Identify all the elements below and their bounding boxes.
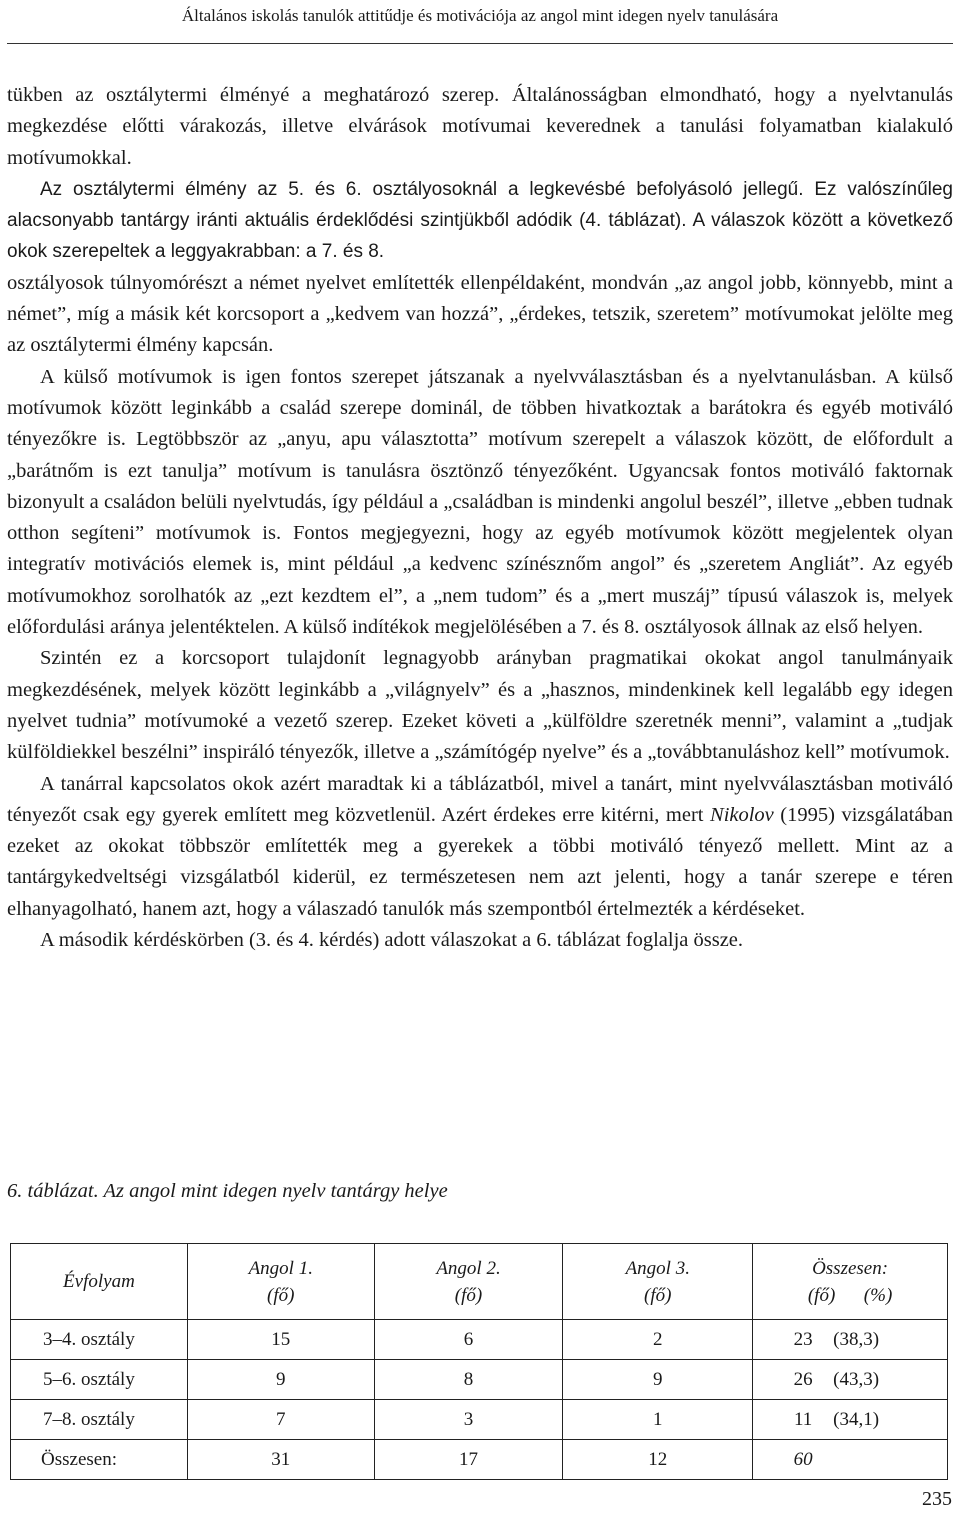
paragraph-1a: tükben az osztálytermi élményé a meghatározó szerep. Általánosságban elmondható, hogy a nyelvtanulás megkezdése előtti várakozás, illetve elvárások motívumai keverednek a tanulási folyamatban kialakuló motívumokkal.	[7, 84, 953, 169]
cell-angol-2: 8	[374, 1360, 563, 1400]
table-header-row	[11, 1244, 948, 1320]
header-angol-2-title: Angol 2.	[436, 1257, 501, 1279]
header-angol-1	[187, 1244, 374, 1320]
paragraph-1b: Az osztálytermi élmény az 5. és 6. osztályosoknál a legkevésbé befolyásoló jellegű. Ez valószínűleg alacsonyabb tantárgy iránti aktuális érdeklődési szintjükből adódik (4. táblázat). A válaszok között a következő okok szerepeltek a leggyakrabban: a 7. és 8.	[7, 178, 953, 263]
cell-angol-3: 1	[563, 1400, 753, 1440]
cell-angol-2: 6	[374, 1320, 563, 1360]
paragraph-2: A külső motívumok is igen fontos szerepet játszanak a nyelvválasztásban és a nyelvtanulásban. A külső motívumok között leginkább a család szerepe dominál, de többen hivatkoztak a barátokra és egyéb motiváló tényezőkre is. Legtöbbször az „anyu, apu választotta” motívum szerepelt a válaszok között, de előfordult a „barátnőm is ezt tanulja” motívum is tanulásra ösztönző tényezőként. Ugyancsak fontos motiváló faktornak bizonyult a családon belüli nyelvtudás, így például a „családban is mindenki angolul beszél”, illetve „ebben tudnak otthon segíteni” motívumok is. Fontos megjegyezni, hogy az egyéb motívumok között megjelentek olyan integratív motivációs elemek is, mint például „a kedvenc színésznőm angol” és „szeretem Angliát”. Az egyéb motívumokhoz sorolhatók az „ezt kezdtem el”, a „nem tudom” és a „mert muszáj” típusú válaszok is, melyek előfordulási aránya jelentéktelen. A külső indítékok megjelölésében a 7. és 8. osztályosok állnak az első helyen.	[7, 365, 953, 639]
cell-pct: (34,1)	[833, 1408, 880, 1430]
table-row	[11, 1400, 948, 1440]
header-angol-3	[563, 1244, 753, 1320]
cell-pct: (43,3)	[833, 1368, 880, 1390]
paragraph-1c: osztályosok túlnyomórészt a német nyelvet említették ellenpéldaként, mondván „az angol jobb, könnyebb, mint a német”, míg a másik két korcsoport a „kedvem van hozzá”, „érdekes, tetszik, szeretem” motívumokat jelölte meg az osztálytermi élmény kapcsán.	[7, 271, 953, 357]
total-label: Összesen:	[11, 1440, 188, 1480]
header-osszesen	[753, 1244, 948, 1320]
header-osszesen-title: Összesen:	[812, 1257, 889, 1279]
cell-pct: (38,3)	[833, 1328, 880, 1350]
cell-sum: 11	[793, 1408, 813, 1430]
paragraph-4-post: (1995) vizsgálatában ezeket az okokat többször említették meg a gyerekek a többi motiváló tényező mellett. Mint az a tantárgykedveltségi vizsgálatból kiderül, ez természetesen nem azt jelenti, hogy a tanár szerepe e téren elhanyagolható, hanem azt, hogy a válaszadó tanulók más szempontból értelmezték a kérdéseket.	[7, 803, 954, 920]
table-row	[11, 1360, 948, 1400]
row-label: 3–4. osztály	[11, 1320, 188, 1360]
cell-angol-3: 2	[563, 1320, 753, 1360]
cell-angol-3: 9	[563, 1360, 753, 1400]
body-text	[7, 80, 953, 956]
table-caption: 6. táblázat. Az angol mint idegen nyelv tantárgy helye	[7, 1180, 448, 1202]
paragraph-5: A második kérdéskörben (3. és 4. kérdés) adott válaszokat a 6. táblázat foglalja össze.	[40, 929, 744, 952]
total-osszesen	[753, 1440, 948, 1480]
running-header: Általános iskolás tanulók attitűdje és motivációja az angol mint idegen nyelv tanulására	[181, 6, 779, 25]
author-citation: Nikolov	[710, 803, 774, 826]
cell-osszesen	[753, 1360, 948, 1400]
total-angol-3: 12	[563, 1440, 753, 1480]
header-rule	[7, 43, 953, 44]
header-angol-1-title: Angol 1.	[248, 1257, 313, 1279]
page-number: 235	[922, 1488, 952, 1510]
paragraph-4	[7, 769, 953, 925]
table-total-row	[11, 1440, 948, 1480]
cell-angol-1: 9	[187, 1360, 374, 1400]
header-angol-3-unit: (fő)	[644, 1284, 672, 1306]
header-osszesen-unit-fo: (fő)	[807, 1284, 836, 1306]
table-6	[10, 1243, 948, 1480]
header-osszesen-unit-pct: (%)	[863, 1284, 893, 1306]
cell-angol-1: 15	[187, 1320, 374, 1360]
header-angol-2-unit: (fő)	[454, 1284, 483, 1306]
header-angol-2	[374, 1244, 563, 1320]
header-evfolyam: Évfolyam	[11, 1244, 188, 1320]
cell-osszesen	[753, 1320, 948, 1360]
total-angol-1: 31	[187, 1440, 374, 1480]
paragraph-3: Szintén ez a korcsoport tulajdonít legnagyobb arányban pragmatikai okokat angol tanulmányaik megkezdésének, melyek között leginkább a „világnyelv” és a „hasznos, mindenkinek kell legalább egy idegen nyelvet tudnia” motívumoké a vezető szerep. Ezeket követi a „külföldre szeretnék menni”, valamint a „tudjak külföldiekkel beszélni” inspiráló tényezők, illetve a „számítógép nyelve” és a „továbbtanuláshoz kell” motívumok.	[7, 647, 953, 764]
header-angol-3-title: Angol 3.	[625, 1257, 690, 1279]
cell-angol-1: 7	[187, 1400, 374, 1440]
cell-sum: 23	[793, 1328, 813, 1350]
header-angol-1-unit: (fő)	[267, 1284, 295, 1306]
paragraph-4-pre: A tanárral kapcsolatos okok azért maradtak ki a táblázatból, mivel a tanárt, mint nyelvválasztásban motiváló tényezőt csak egy gyerek említett meg közvetlenül. Azért érdekes erre kitérni, mert	[7, 772, 953, 826]
row-label: 5–6. osztály	[11, 1360, 188, 1400]
cell-angol-2: 3	[374, 1400, 563, 1440]
cell-sum: 26	[793, 1368, 813, 1390]
total-angol-2: 17	[374, 1440, 563, 1480]
cell-osszesen	[753, 1400, 948, 1440]
table-row	[11, 1320, 948, 1360]
row-label: 7–8. osztály	[11, 1400, 188, 1440]
total-sum: 60	[793, 1448, 813, 1470]
